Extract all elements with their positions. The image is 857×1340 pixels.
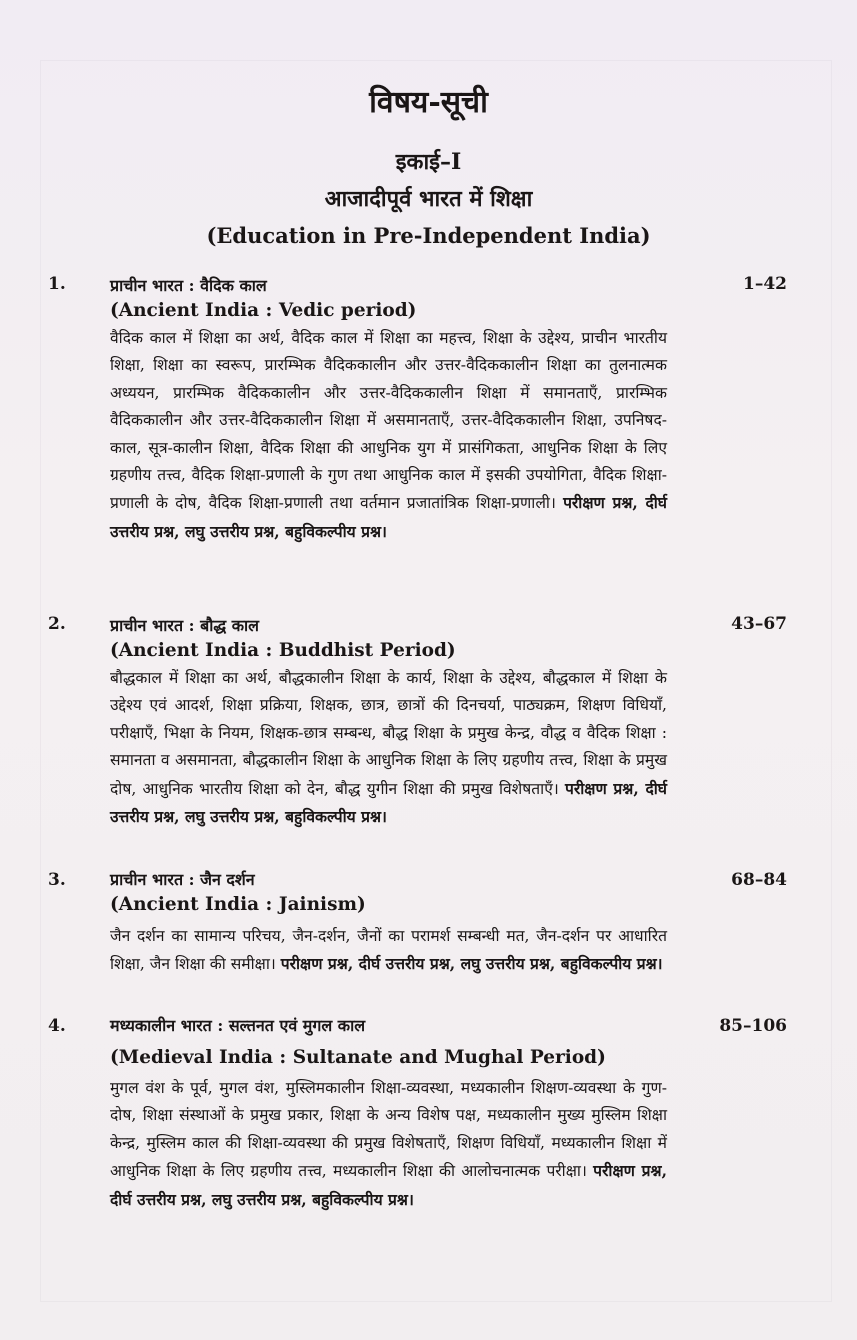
entry-questions: परीक्षण प्रश्न, दीर्घ उत्तरीय प्रश्न, लघु उत्तरीय प्रश्न, बहुविकल्पीय प्रश्न। — [110, 493, 667, 541]
entry-topics: जैन दर्शन का सामान्य परिचय, जैन-दर्शन, जैनों का परामर्श सम्बन्धी मत, जैन-दर्शन पर आधारित शिक्षा, जैन शिक्षा की समीक्षा। — [110, 927, 667, 974]
entry-description — [110, 665, 667, 831]
entry-topics: वैदिक काल में शिक्षा का अर्थ, वैदिक काल में शिक्षा का महत्त्व, शिक्षा के उद्देश्य, प्राचीन भारतीय शिक्षा, शिक्षा का स्वरूप, प्रारम्भिक वैदिककालीन और उत्तर-वैदिककालीन शिक्षा का तुलनात्मक अध्ययन, प्रारम्भिक वैदिककालीन और उत्तर-वैदिककालीन शिक्षा में समानताएँ, प्रारम्भिक वैदिककालीन और उत्तर-वैदिककालीन शिक्षा में असमानताएँ, उत्तर-वैदिककालीन शिक्षा, उपनिषद-काल, सूत्र-कालीन शिक्षा, वैदिक शिक्षा की आधुनिक युग में प्रासंगिकता, आधुनिक शिक्षा के लिए ग्रहणीय तत्त्व, वैदिक शिक्षा-प्रणाली के गुण तथा आधुनिक काल में इसकी उपयोगिता, वैदिक शिक्षा-प्रणाली के दोष, वैदिक शिक्षा-प्रणाली तथा वर्तमान प्रजातांत्रिक शिक्षा-प्रणाली। — [110, 329, 667, 513]
entry-questions: परीक्षण प्रश्न, दीर्घ उत्तरीय प्रश्न, लघु उत्तरीय प्रश्न, बहुविकल्पीय प्रश्न। — [110, 1161, 667, 1209]
entry-number: 3. — [48, 870, 66, 890]
entry-title-hindi: प्राचीन भारत : बौद्ध काल — [110, 616, 260, 635]
entry-description — [110, 923, 667, 979]
entry-topics: बौद्धकाल में शिक्षा का अर्थ, बौद्धकालीन शिक्षा के कार्य, शिक्षा के उद्देश्य, बौद्धकाल में शिक्षा के उद्देश्य एवं आदर्श, शिक्षा प्रक्रिया, शिक्षक, छात्र, छात्रों की दिनचर्या, पाठ्यक्रम, शिक्षण विधियाँ, परीक्षाएँ, भिक्षा के नियम, शिक्षक-छात्र सम्बन्ध, बौद्ध शिक्षा के प्रमुख केन्द्र, वौद्ध व वैदिक शिक्षा : समानता व असमानता, बौद्धकालीन शिक्षा के आधुनिक शिक्षा के लिए ग्रहणीय तत्त्व, शिक्षा के प्रमुख दोष, आधुनिक भारतीय शिक्षा को देन, बौद्ध युगीन शिक्षा की प्रमुख विशेषताएँ। — [110, 669, 667, 798]
toc-title: विषय-सूची — [369, 85, 488, 120]
unit-title-english: (Education in Pre-Independent India) — [206, 223, 651, 248]
entry-questions: परीक्षण प्रश्न, दीर्घ उत्तरीय प्रश्न, लघु उत्तरीय प्रश्न, बहुविकल्पीय प्रश्न। — [280, 954, 663, 974]
entry-title-hindi: प्राचीन भारत : जैन दर्शन — [110, 870, 255, 889]
entry-description — [110, 1075, 667, 1214]
entry-number: 2. — [48, 614, 66, 634]
unit-label: इकाई–I — [395, 149, 462, 175]
entry-number: 1. — [48, 274, 66, 294]
entry-topics: मुगल वंश के पूर्व, मुगल वंश, मुस्लिमकालीन शिक्षा-व्यवस्था, मध्यकालीन शिक्षण-व्यवस्था के गुण-दोष, शिक्षा संस्थाओं के प्रमुख प्रकार, शिक्षा के अन्य विशेष पक्ष, मध्यकालीन मुख्य मुस्लिम शिक्षा केन्द्र, मुस्लिम काल की शिक्षा-व्यवस्था की प्रमुख विशेषताएँ, शिक्षण विधियाँ, मध्यकालीन शिक्षा में आधुनिक शिक्षा के लिए ग्रहणीय तत्त्व, मध्यकालीन शिक्षा की आलोचनात्मक परीक्षा। — [110, 1079, 667, 1181]
entry-title-hindi: प्राचीन भारत : वैदिक काल — [110, 276, 267, 295]
entry-title-english: (Ancient India : Vedic period) — [110, 300, 417, 321]
entry-number: 4. — [48, 1016, 66, 1036]
entry-title-english: (Medieval India : Sultanate and Mughal Period) — [110, 1047, 606, 1068]
unit-title-hindi: आजादीपूर्व भारत में शिक्षा — [324, 186, 533, 212]
entry-description — [110, 325, 667, 546]
entry-page-range: 68–84 — [731, 870, 787, 890]
entry-title-english: (Ancient India : Jainism) — [110, 894, 366, 915]
entry-title-english: (Ancient India : Buddhist Period) — [110, 640, 456, 661]
entry-page-range: 1–42 — [743, 274, 787, 294]
entry-title-hindi: मध्यकालीन भारत : सल्तनत एवं मुगल काल — [110, 1016, 366, 1035]
entry-page-range: 85–106 — [719, 1016, 787, 1036]
entry-questions: परीक्षण प्रश्न, दीर्घ उत्तरीय प्रश्न, लघु उत्तरीय प्रश्न, बहुविकल्पीय प्रश्न। — [110, 778, 668, 827]
entry-page-range: 43–67 — [731, 614, 787, 634]
